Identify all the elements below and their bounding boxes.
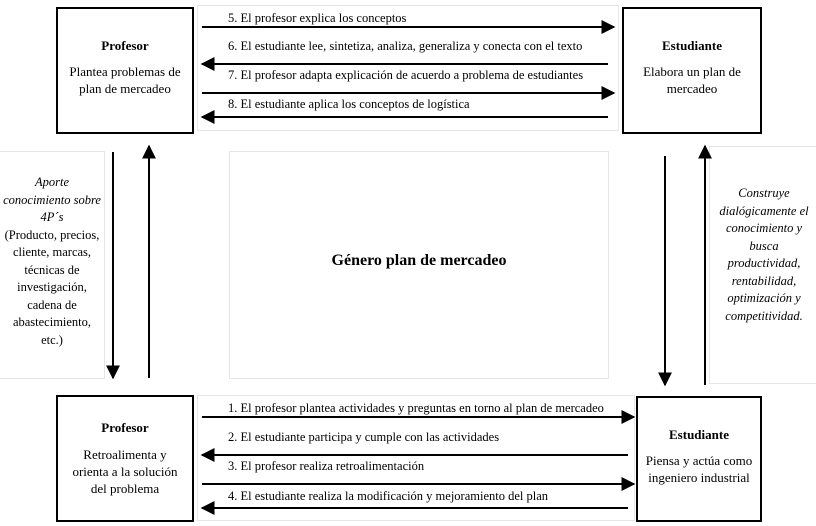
bottom-right-box-body: Piensa y actúa como ingeniero industrial (645, 453, 753, 485)
top-left-box-title: Profesor (101, 38, 149, 53)
top-right-box-title: Estudiante (662, 38, 722, 53)
top-left-box-body: Plantea problemas de plan de mercadeo (69, 64, 181, 96)
top-right-box-body: Elabora un plan de mercadeo (643, 64, 741, 96)
left-note-italic: Aporte conocimiento sobre 4P´s (3, 175, 101, 224)
bottom-message-4: 4. El estudiante realiza la modificación y mejoramiento del plan (228, 489, 549, 503)
top-message-7: 7. El profesor adapta explicación de acuerdo a problema de estudiantes (228, 68, 584, 82)
bottom-message-1: 1. El profesor plantea actividades y preguntas en torno al plan de mercadeo (228, 401, 604, 415)
left-note-plain: (Producto, precios, cliente, marcas, técnicas de investigación, cadena de abastecimiento, etc.) (4, 227, 100, 347)
top-message-8: 8. El estudiante aplica los conceptos de logística (228, 97, 470, 111)
bottom-left-box-title: Profesor (101, 420, 149, 435)
right-note-italic: Construye dialógicamente el conocimiento y busca productividad, rentabilidad, optimización y competitividad. (719, 186, 809, 323)
bottom-right-box-title: Estudiante (669, 427, 729, 442)
center-title: Género plan de mercadeo (331, 252, 507, 269)
bottom-left-box-body: Retroalimenta y orienta a la solución del problema (72, 447, 178, 496)
bottom-message-3: 3. El profesor realiza retroalimentación (228, 459, 425, 473)
top-message-6: 6. El estudiante lee, sintetiza, analiza, generaliza y conecta con el texto (228, 39, 583, 53)
bottom-message-2: 2. El estudiante participa y cumple con las actividades (228, 430, 500, 444)
top-message-5: 5. El profesor explica los conceptos (228, 11, 407, 25)
